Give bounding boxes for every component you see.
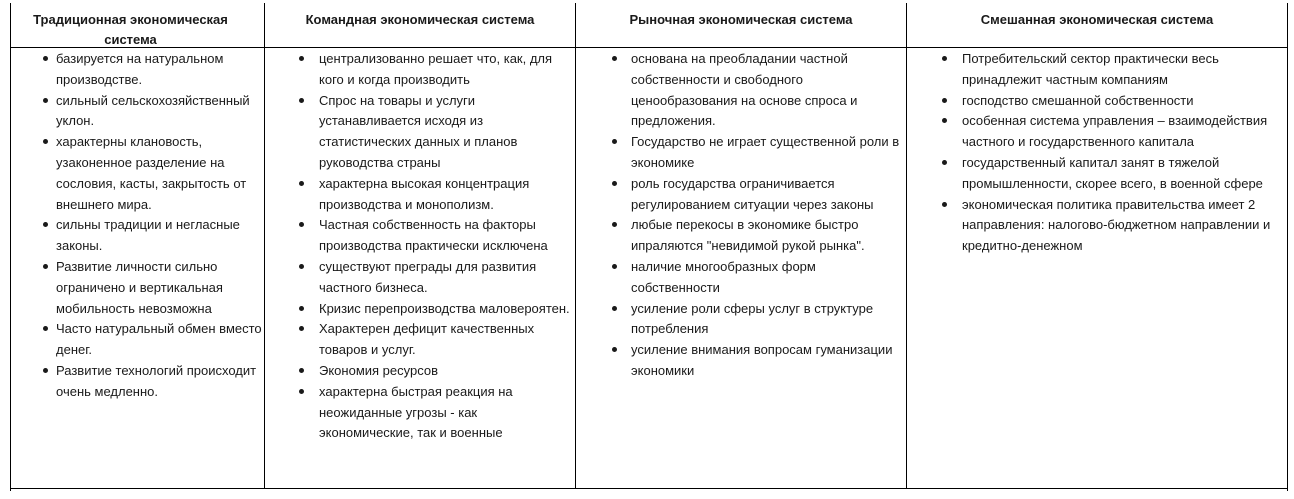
list-item: Характерен дефицит качественных товаров и услуг. bbox=[265, 319, 575, 361]
list-item: любые перекосы в экономике быстро ипраляются "невидимой рукой рынка". bbox=[576, 215, 906, 257]
column-market bbox=[576, 48, 907, 489]
list-item: усиление внимания вопросам гуманизации экономики bbox=[576, 340, 906, 382]
list-item: Экономия ресурсов bbox=[265, 361, 575, 382]
list-item: Спрос на товары и услуги устанавливается исходя из статистических данных и планов руководства страны bbox=[265, 91, 575, 174]
list-item: сильны традиции и негласные законы. bbox=[11, 215, 264, 257]
bullet-list bbox=[907, 48, 1287, 257]
column-command bbox=[265, 48, 576, 489]
bullet-list bbox=[11, 48, 264, 403]
header-traditional: Традиционная экономическая система bbox=[11, 3, 265, 48]
list-item: Государство не играет существенной роли в экономике bbox=[576, 132, 906, 174]
economic-systems-table bbox=[10, 3, 1288, 491]
list-item: государственный капитал занят в тяжелой промышленности, скорее всего, в военной сфере bbox=[907, 153, 1287, 195]
list-item: характерна высокая концентрация производства и монополизм. bbox=[265, 174, 575, 216]
list-item: характерна быстрая реакция на неожиданные угрозы - как экономические, так и военные bbox=[265, 382, 575, 444]
list-item: Потребительский сектор практически весь принадлежит частным компаниям bbox=[907, 49, 1287, 91]
bullet-list bbox=[265, 48, 575, 444]
list-item: господство смешанной собственности bbox=[907, 91, 1287, 112]
header-mixed: Смешанная экономическая система bbox=[907, 3, 1287, 48]
list-item: сильный сельскохозяйственный уклон. bbox=[11, 91, 264, 133]
list-item: характерны клановость, узаконенное разделение на сословия, касты, закрытость от внешнего мира. bbox=[11, 132, 264, 215]
list-item: особенная система управления – взаимодействия частного и государственного капитала bbox=[907, 111, 1287, 153]
header-market: Рыночная экономическая система bbox=[576, 3, 907, 48]
header-command: Командная экономическая система bbox=[265, 3, 576, 48]
list-item: наличие многообразных форм собственности bbox=[576, 257, 906, 299]
column-mixed bbox=[907, 48, 1287, 489]
list-item: централизованно решает что, как, для кого и когда производить bbox=[265, 49, 575, 91]
list-item: существуют преграды для развития частного бизнеса. bbox=[265, 257, 575, 299]
column-traditional bbox=[11, 48, 265, 489]
list-item: Кризис перепроизводства маловероятен. bbox=[265, 299, 575, 320]
list-item: Развитие личности сильно ограничено и вертикальная мобильность невозможна bbox=[11, 257, 264, 319]
list-item: Развитие технологий происходит очень медленно. bbox=[11, 361, 264, 403]
list-item: Часто натуральный обмен вместо денег. bbox=[11, 319, 264, 361]
list-item: роль государства ограничивается регулированием ситуации через законы bbox=[576, 174, 906, 216]
list-item: базируется на натуральном производстве. bbox=[11, 49, 264, 91]
list-item: усиление роли сферы услуг в структуре потребления bbox=[576, 299, 906, 341]
list-item: экономическая политика правительства имеет 2 направления: налогово-бюджетном направлении и кредитно-денежном bbox=[907, 195, 1287, 257]
list-item: Частная собственность на факторы производства практически исключена bbox=[265, 215, 575, 257]
bullet-list bbox=[576, 48, 906, 382]
list-item: основана на преобладании частной собственности и свободного ценообразования на основе спроса и предложения. bbox=[576, 49, 906, 132]
